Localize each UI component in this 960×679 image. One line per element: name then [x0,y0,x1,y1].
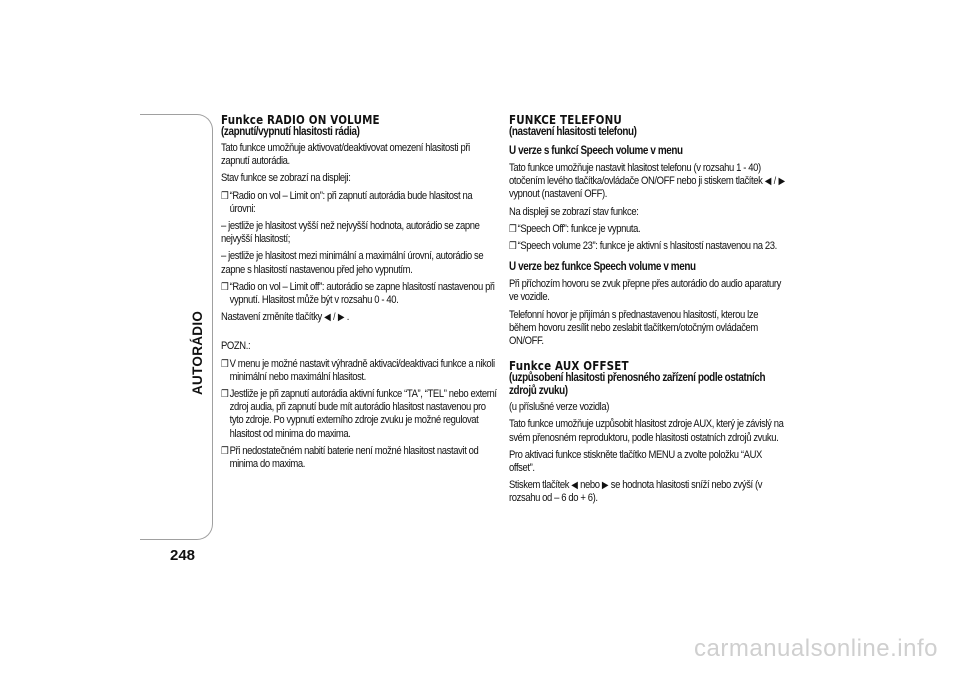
section-subtitle-radio-on-volume: (zapnutí/vypnutí hlasitosti rádia) [221,126,360,138]
right-column [509,114,786,510]
checkbox-bullet-icon: ❒ [509,223,517,235]
arrow-left-right-icon: ◀ / ▶ [764,176,786,188]
checkbox-bullet-icon: ❒ [221,389,229,401]
paragraph: Tato funkce umožňuje nastavit hlasitost telefonu (v rozsahu 1 - 40) otočením levého tlačítka/ovládače ON/OFF nebo ji stiskem tlačítek ◀ / ▶ vypnout (nastavení OFF). [509,162,786,201]
section-title-radio-on-volume: Funkce RADIO ON VOLUME [221,113,380,127]
section-subtitle-aux-offset: (uzpůsobení hlasitosti přenosného zařízení podle ostatních zdrojů zvuku) [509,372,766,398]
note-item: ❒ Jestliže je při zapnutí autorádia aktivní funkce “TA”, “TEL” nebo externí zdroj audia, při zapnutí bude mít autorádio hlasitost nastavenou pro tyto zdroje. Po vypnutí externího zdroje zvuku je možné regulovat hlasitost od minima do maxima. [221,388,497,440]
note-item: ❒ V menu je možné nastavit výhradně aktivaci/deaktivaci funkce a nikoli minimální nebo maximální hlasitost. [221,357,495,383]
arrow-left-icon: ◀ [571,480,578,492]
bullet-item: ❒ “Radio on vol – Limit off”: autorádio se zapne hlasitostí nastavenou při vypnutí. Hlasitost může být v rozsahu 0 - 40. [221,280,495,307]
section-title-aux-offset: Funkce AUX OFFSET [509,359,629,374]
checkbox-bullet-icon: ❒ [509,241,517,253]
checkbox-bullet-icon: ❒ [221,445,229,457]
subheading-with-speech-volume: U verze s funkcí Speech volume v menu [509,145,683,157]
arrow-left-right-icon: ◀ / ▶ [324,312,345,324]
paragraph: Stiskem tlačítek ◀ nebo ▶ se hodnota hlasitosti sníží nebo zvýší (v rozsahu od – 6 do + 6). [509,479,763,505]
dash-item: – jestliže je hlasitost mezi minimální a maximální úrovní, autorádio se zapne s hlasitostí nastavenou před jeho vypnutím. [221,250,484,276]
paragraph: Tato funkce umožňuje uzpůsobit hlasitost zdroje AUX, který je závislý na svém přenosném reproduktoru, podle hlasitosti ostatních zdrojů zvuku. [509,418,784,444]
checkbox-bullet-icon: ❒ [221,358,229,370]
bullet-item: ❒ “Radio on vol – Limit on”: při zapnutí autorádia bude hlasitost na úrovni: [221,189,473,215]
paragraph: (u příslušné verze vozidla) [509,401,609,414]
bullet-item: ❒ “Speech volume 23”: funkce je aktivní s hlasitostí nastavenou na 23. [509,240,777,253]
watermark: carmanualsonline.info [694,635,938,662]
section-label: AUTORÁDIO [190,310,205,395]
bullet-item: ❒ “Speech Off”: funkce je vypnuta. [509,222,641,235]
checkbox-bullet-icon: ❒ [221,281,229,293]
checkbox-bullet-icon: ❒ [221,190,229,202]
page-number: 248 [170,547,196,564]
section-title-phone-function: FUNKCE TELEFONU [509,113,622,127]
paragraph: Stav funkce se zobrazí na displeji: [221,172,351,185]
section-subtitle-phone-function: (nastavení hlasitosti telefonu) [509,126,637,138]
arrow-right-icon: ▶ [601,480,609,492]
note-label: POZN.: [221,340,251,353]
paragraph: Na displeji se zobrazí stav funkce: [509,205,639,218]
paragraph: Při příchozím hovoru se zvuk přepne přes autorádio do audio aparatury ve vozidle. [509,278,781,304]
paragraph: Telefonní hovor je přijímán s přednastavenou hlasitostí, kterou lze během hovoru zesílit nebo zeslabit tlačítkem/otočným ovládačem ON/OFF. [509,308,759,348]
paragraph: Pro aktivaci funkce stiskněte tlačítko MENU a zvolte položku “AUX offset”. [509,448,762,475]
dash-item: – jestliže je hlasitost vyšší než nejvyšší hodnota, autorádio se zapne nejvyšší hlasitostí; [221,220,480,246]
paragraph: Tato funkce umožňuje aktivovat/deaktivovat omezení hlasitosti při zapnutí autorádia. [221,142,470,168]
note-item: ❒ Při nedostatečném nabití baterie není možné hlasitost nastavit od minima do maxima. [221,444,479,471]
subheading-without-speech-volume: U verze bez funkce Speech volume v menu [509,261,696,274]
paragraph: Nastavení změníte tlačítky ◀ / ▶ . [221,311,350,324]
left-column [221,114,498,475]
